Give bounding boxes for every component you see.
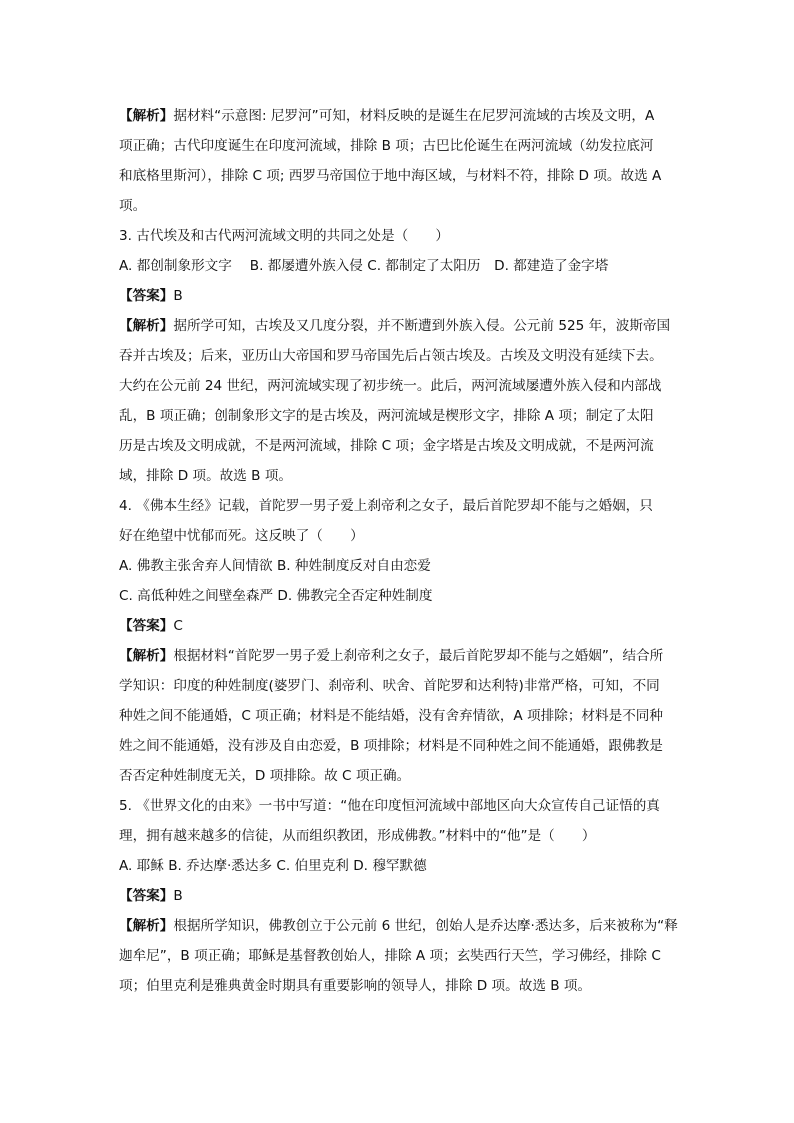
line-text: 4. 《佛本生经》记载，首陀罗一男子爱上刹帝利之女子，最后首陀罗却不能与之婚姻，只 bbox=[119, 498, 653, 514]
line-text: 5. 《世界文化的由来》一书中写道：“他在印度恒河流域中部地区向大众宣传自己证悟的真 bbox=[119, 798, 660, 814]
section-label: 【解析】 bbox=[119, 918, 174, 934]
line-text: A. 耶稣 B. 乔达摩·悉达多 C. 伯里克利 D. 穆罕默德 bbox=[119, 858, 427, 874]
text-line bbox=[119, 161, 685, 191]
line-text: 否否定种姓制度无关，D 项排除。故 C 项正确。 bbox=[119, 768, 411, 784]
text-line bbox=[119, 881, 685, 911]
text-line bbox=[119, 431, 685, 461]
text-line bbox=[119, 371, 685, 401]
text-line bbox=[119, 581, 685, 611]
line-text: 项；伯里克利是雅典黄金时期具有重要影响的领导人，排除 D 项。故选 B 项。 bbox=[119, 978, 592, 994]
section-label: 【解析】 bbox=[119, 318, 174, 334]
text-line bbox=[119, 341, 685, 371]
text-line bbox=[119, 611, 685, 641]
text-line bbox=[119, 401, 685, 431]
section-label: 【答案】 bbox=[119, 618, 174, 634]
text-line bbox=[119, 251, 685, 281]
line-text: A. 佛教主张舍弃人间情欲 B. 种姓制度反对自由恋爱 bbox=[119, 558, 431, 574]
section-label: 【答案】 bbox=[119, 888, 174, 904]
document-page bbox=[119, 101, 685, 1001]
text-line bbox=[119, 971, 685, 1001]
text-line bbox=[119, 791, 685, 821]
line-text: 好在绝望中忧郁而死。这反映了（ ） bbox=[119, 528, 364, 544]
line-text: 大约在公元前 24 世纪，两河流域实现了初步统一。此后，两河流域屡遭外族入侵和内部战 bbox=[119, 378, 662, 394]
text-line bbox=[119, 461, 685, 491]
line-text: 3. 古代埃及和古代两河流域文明的共同之处是（ ） bbox=[119, 228, 449, 244]
line-text: 种姓之间不能通婚，C 项正确；材料是不能结婚，没有舍弃情欲，A 项排除；材料是不同种 bbox=[119, 708, 663, 724]
text-line bbox=[119, 851, 685, 881]
text-line bbox=[119, 701, 685, 731]
line-text: 项。 bbox=[119, 198, 147, 214]
text-line bbox=[119, 551, 685, 581]
text-line bbox=[119, 911, 685, 941]
line-text: B bbox=[173, 288, 183, 304]
line-text: 域，排除 D 项。故选 B 项。 bbox=[119, 468, 293, 484]
text-line bbox=[119, 221, 685, 251]
section-label: 【解析】 bbox=[119, 108, 174, 124]
line-text: 据所学可知，古埃及又几度分裂，并不断遭到外族入侵。公元前 525 年，波斯帝国 bbox=[173, 318, 671, 334]
line-text: 和底格里斯河），排除 C 项; 西罗马帝国位于地中海区域，与材料不符，排除 D 项。故选 A bbox=[119, 168, 662, 184]
line-text: 学知识：印度的种姓制度(婆罗门、刹帝利、吠舍、首陀罗和达利特)非常严格，可知，不同 bbox=[119, 678, 660, 694]
text-line bbox=[119, 281, 685, 311]
text-line bbox=[119, 311, 685, 341]
text-line bbox=[119, 671, 685, 701]
section-label: 【解析】 bbox=[119, 648, 174, 664]
line-text: 姓之间不能通婚，没有涉及自由恋爱，B 项排除；材料是不同种姓之间不能通婚，跟佛教是 bbox=[119, 738, 663, 754]
line-text: 根据材料“首陀罗一男子爱上刹帝利之女子，最后首陀罗却不能与之婚姻”，结合所 bbox=[173, 648, 664, 664]
line-text: 理，拥有越来越多的信徒，从而组织教团，形成佛教。”材料中的“他”是（ ） bbox=[119, 828, 596, 844]
text-line bbox=[119, 821, 685, 851]
line-text: C bbox=[173, 618, 183, 634]
line-text: 项正确；古代印度诞生在印度河流域，排除 B 项；古巴比伦诞生在两河流域（幼发拉底河 bbox=[119, 138, 654, 154]
line-text: 根据所学知识，佛教创立于公元前 6 世纪，创始人是乔达摩·悉达多，后来被称为“释 bbox=[173, 918, 678, 934]
section-label: 【答案】 bbox=[119, 288, 174, 304]
text-line bbox=[119, 131, 685, 161]
line-text: 历是古埃及文明成就，不是两河流域，排除 C 项；金字塔是古埃及文明成就，不是两河流 bbox=[119, 438, 654, 454]
text-line bbox=[119, 941, 685, 971]
line-text: C. 高低种姓之间壁垒森严 D. 佛教完全否定种姓制度 bbox=[119, 588, 433, 604]
text-line bbox=[119, 731, 685, 761]
line-text: 乱，B 项正确；创制象形文字的是古埃及，两河流域是楔形文字，排除 A 项；制定了太阳 bbox=[119, 408, 654, 424]
text-line bbox=[119, 641, 685, 671]
line-text: A. 都创制象形文字 B. 都屡遭外族入侵 C. 都制定了太阳历 D. 都建造了金字塔 bbox=[119, 258, 609, 274]
text-line bbox=[119, 101, 685, 131]
text-line bbox=[119, 761, 685, 791]
line-text: 据材料“示意图: 尼罗河”可知，材料反映的是诞生在尼罗河流域的古埃及文明，A bbox=[173, 108, 655, 124]
line-text: B bbox=[173, 888, 183, 904]
text-body bbox=[119, 101, 685, 1001]
text-line bbox=[119, 521, 685, 551]
line-text: 迦牟尼”，B 项正确；耶稣是基督教创始人，排除 A 项；玄奘西行天竺，学习佛经，排除 C bbox=[119, 948, 661, 964]
line-text: 吞并古埃及；后来，亚历山大帝国和罗马帝国先后占领古埃及。古埃及文明没有延续下去。 bbox=[119, 348, 663, 364]
text-line bbox=[119, 491, 685, 521]
text-line bbox=[119, 191, 685, 221]
